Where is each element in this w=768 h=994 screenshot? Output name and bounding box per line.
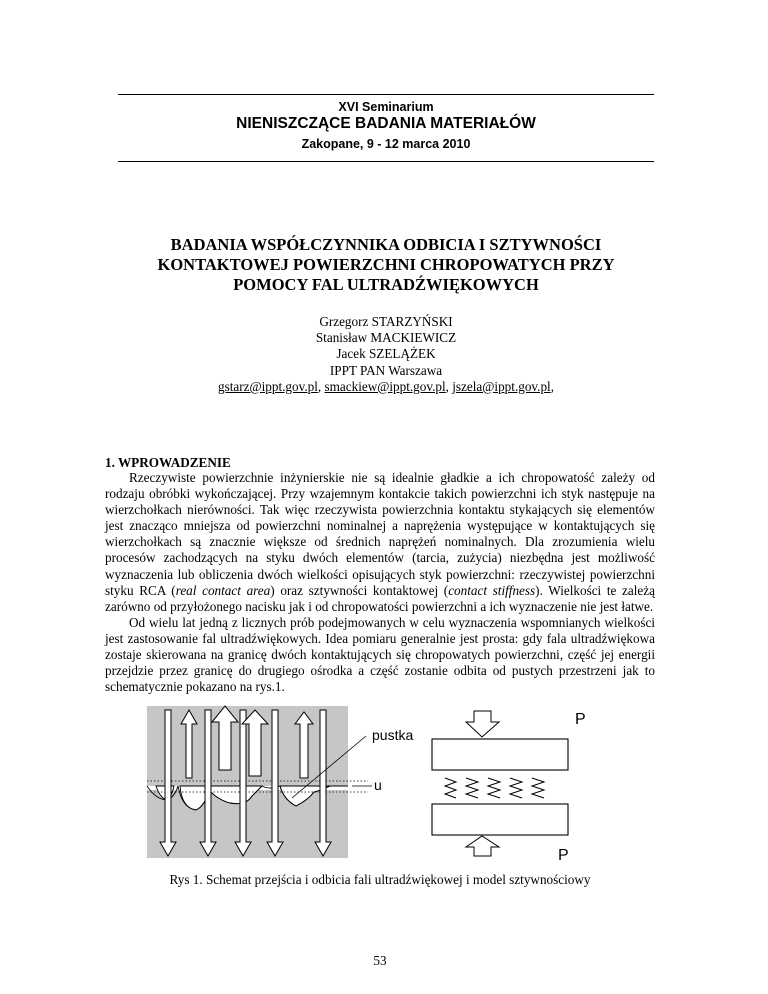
gap-label: u: [374, 777, 382, 793]
email-trailing-comma: ,: [550, 378, 555, 394]
spring: [466, 778, 478, 798]
force-arrow-top: [466, 711, 499, 737]
author-1: Grzegorz STARZYŃSKI: [319, 314, 453, 329]
author-2: Stanisław MACKIEWICZ: [315, 330, 457, 346]
lower-plate: [432, 804, 568, 835]
title-line-2: KONTAKTOWEJ POWIERZCHNI CHROPOWATYCH PRZY: [157, 255, 615, 274]
email-link-1[interactable]: gstarz@ippt.gov.pl: [217, 378, 318, 394]
page-number: 53: [373, 953, 387, 968]
paragraph-1: Rzeczywiste powierzchnie inżynierskie nie są idealnie gładkie a ich chropowatość zależy od rodzaju obróbki wykończającej. Przy wzajemnym kontakcie takich powierzchni ich styk następuje na wierzchołkach nierówności. Tak więc rzeczywista powierzchnia kontaktu stykających się elementów jest znacząco mniejsza od powierzchni nominalnej a naprężenia występujące w kontaktujących się wierzchołkach są znacznie większe od średnich naprężeń nominalnych. Dla zrozumienia wielu procesów zachodzących na styku dwóch elementów (tarcia, zużycia) niezbędna jest możliwość wyznaczenia lub obliczenia dwóch wielkości opisujących styk powierzchni: rzeczywistej powierzchni styku RCA (real contact area) oraz sztywności kontaktowej (contact stiffness). Wielkości te zależą zarówno od przyłożonego nacisku jak i od chropowatości powierzchni a ich wyznaczenie nie jest łatwe.: [105, 470, 655, 614]
spring: [532, 778, 544, 798]
author-3: Jacek SZELĄŻEK: [336, 346, 436, 362]
title-line-3: POMOCY FAL ULTRADŹWIĘKOWYCH: [233, 275, 539, 294]
term-contact-stiffness: contact stiffness: [448, 582, 536, 598]
upper-plate: [432, 739, 568, 770]
term-real-contact-area: real contact area: [175, 582, 271, 598]
force-arrow-bottom: [466, 836, 499, 856]
seminar-label: XVI Seminarium: [338, 100, 434, 114]
conference-title: NIENISZCZĄCE BADANIA MATERIAŁÓW: [236, 115, 536, 132]
force-label-top: P: [575, 711, 586, 728]
affiliation: IPPT PAN Warszawa: [329, 362, 443, 378]
spring: [510, 778, 522, 798]
email-separator: ,: [317, 378, 325, 394]
rough-contact-schematic: [147, 706, 372, 858]
figure-caption: Rys 1. Schemat przejścia i odbicia fali ultradźwiękowej i model sztywnościowy: [169, 872, 591, 887]
paragraph-2: Od wielu lat jedną z licznych prób podejmowanych w celu wyznaczenia wspomnianych wielkości jest zastosowanie fal ultradźwiękowych. Idea pomiaru generalnie jest prosta: gdy fala ultradźwiękowa zostaje skierowana na granicę dwóch kontaktujących się chropowatych powierzchni, część jej energii przejdzie przez granicę do drugiego ośrodka a część zostanie odbita od pustych przestrzeni jak to schematycznie pokazano na rys.1.: [105, 614, 655, 695]
void-label: pustka: [372, 727, 414, 743]
title-line-1: BADANIA WSPÓŁCZYNNIKA ODBICIA I SZTYWNOŚCI: [170, 235, 602, 254]
stiffness-model: [432, 711, 568, 856]
spring: [445, 778, 456, 798]
section-heading: 1. WPROWADZENIE: [105, 455, 231, 470]
email-link-2[interactable]: smackiew@ippt.gov.pl: [324, 378, 446, 394]
conference-place-date: Zakopane, 9 - 12 marca 2010: [301, 137, 471, 151]
force-label-bottom: P: [558, 847, 569, 864]
email-separator: ,: [445, 378, 453, 394]
email-link-3[interactable]: jszela@ippt.gov.pl: [452, 378, 551, 394]
spring: [488, 778, 500, 798]
